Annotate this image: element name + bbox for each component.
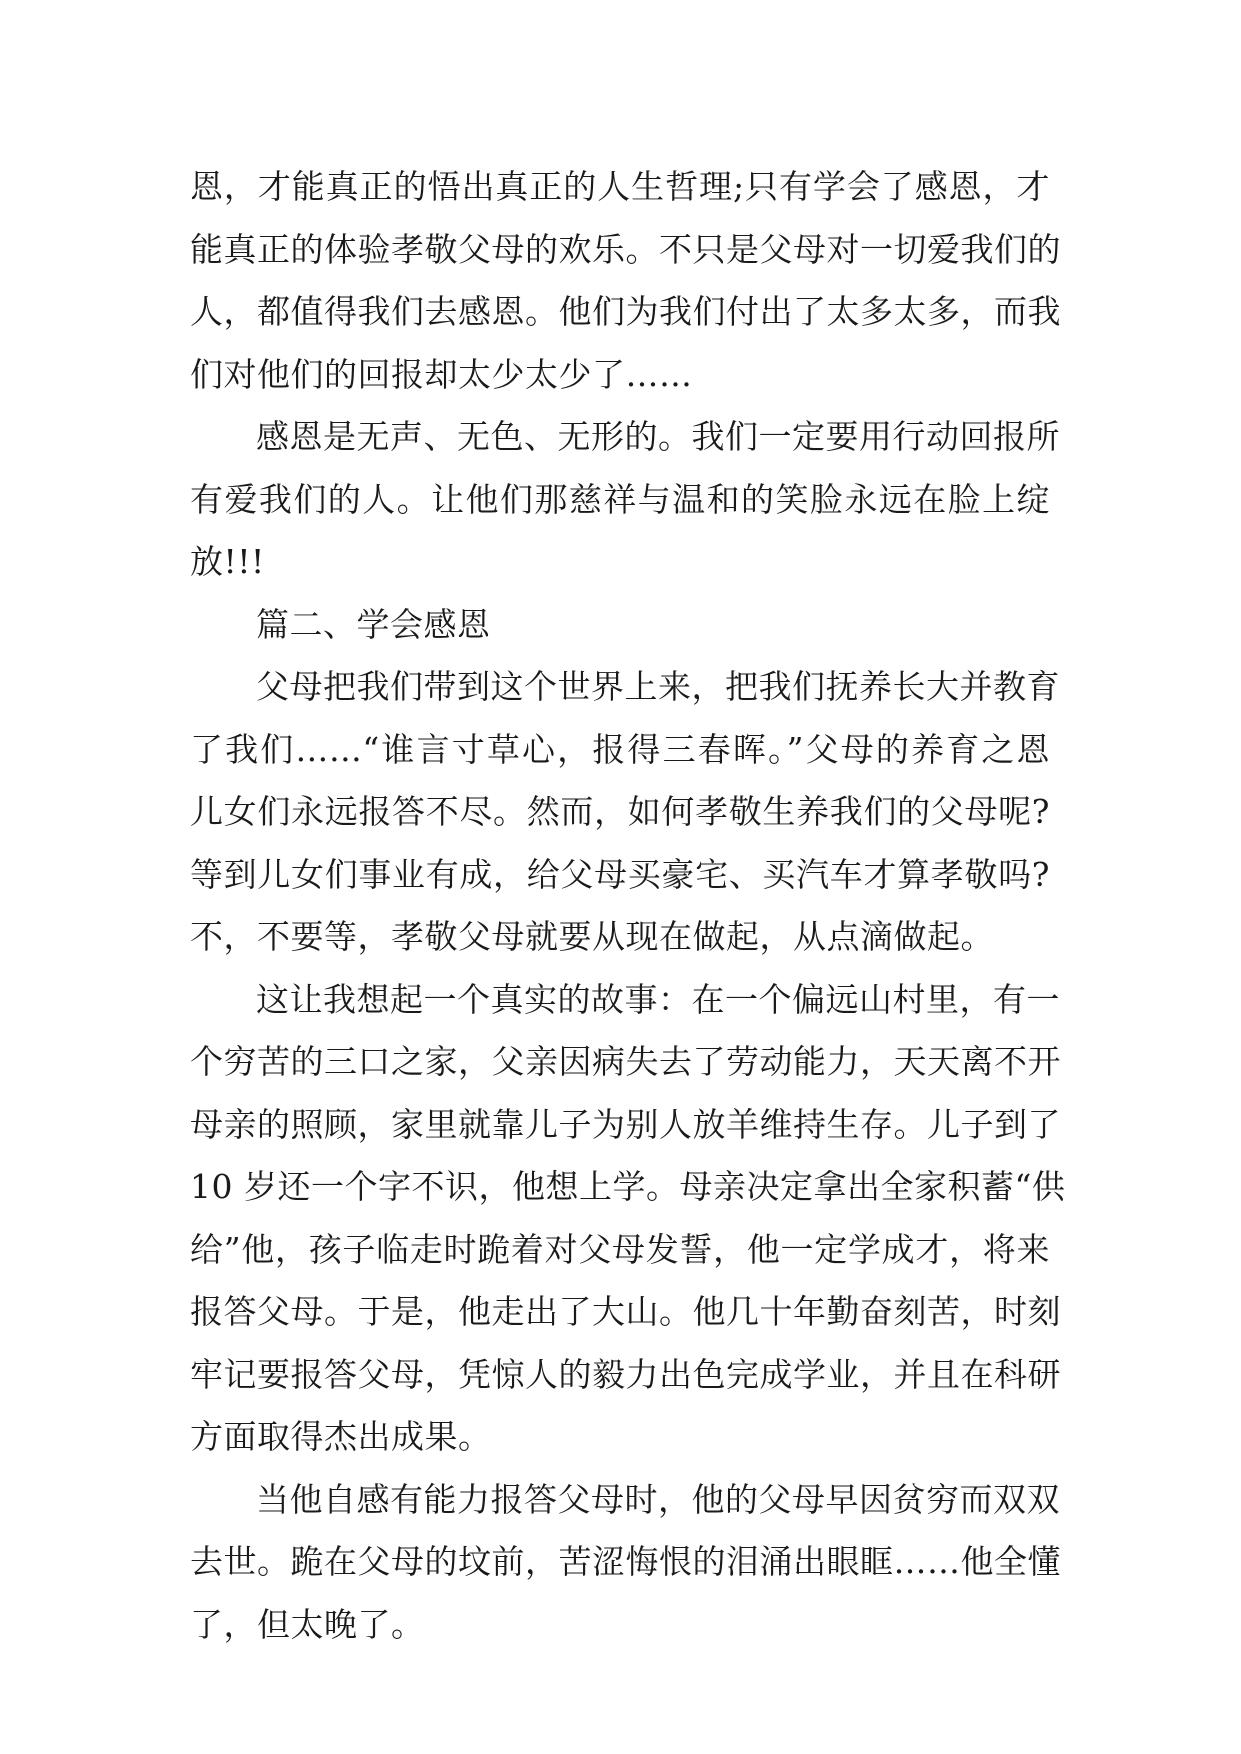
text-line: 10 岁还一个字不识，他想上学。母亲决定拿出全家积蓄“供 bbox=[190, 1167, 1066, 1206]
text-line: 不，不要等，孝敬父母就要从现在做起，从点滴做起。 bbox=[190, 917, 994, 956]
text-line: 当他自感有能力报答父母时，他的父母早因贫穷而双双 bbox=[256, 1479, 1060, 1519]
text-line: 了我们……“谁言寸草心，报得三春晖。”父母的养育之恩 bbox=[190, 729, 1050, 769]
text-line: 人，都值得我们去感恩。他们为我们付出了太多太多，而我 bbox=[190, 292, 1061, 331]
text-line: 去世。跪在父母的坟前，苦涩悔恨的泪涌出眼眶……他全懂 bbox=[190, 1542, 1061, 1581]
paragraph-1 bbox=[190, 156, 1061, 406]
text-line: 恩，才能真正的悟出真正的人生哲理;只有学会了感恩，才 bbox=[190, 167, 1050, 206]
text-line: 报答父母。于是，他走出了大山。他几十年勤奋刻苦，时刻 bbox=[190, 1292, 1061, 1331]
paragraph-2 bbox=[190, 406, 1060, 594]
paragraph-4 bbox=[190, 969, 1066, 1469]
text-line: 方面取得杰出成果。 bbox=[190, 1417, 492, 1456]
heading-text: 篇二、学会感恩 bbox=[256, 604, 491, 644]
text-line: 有爱我们的人。让他们那慈祥与温和的笑脸永远在脸上绽 bbox=[190, 479, 1050, 519]
text-line: 能真正的体验孝敬父母的欢乐。不只是父母对一切爱我们的 bbox=[190, 229, 1061, 269]
text-line: 这让我想起一个真实的故事：在一个偏远山村里，有一 bbox=[256, 979, 1060, 1019]
text-line: 等到儿女们事业有成，给父母买豪宅、买汽车才算孝敬吗? bbox=[190, 854, 1050, 894]
text-line: 父母把我们带到这个世界上来，把我们抚养长大并教育 bbox=[256, 667, 1060, 706]
text-line: 个穷苦的三口之家，父亲因病失去了劳动能力，天天离不开 bbox=[190, 1042, 1061, 1081]
paragraph-5 bbox=[190, 1469, 1061, 1657]
text-line: 给”他，孩子临走时跪着对父母发誓，他一定学成才，将来 bbox=[190, 1229, 1050, 1269]
document-body bbox=[190, 156, 1066, 1656]
paragraph-3 bbox=[190, 656, 1060, 969]
text-line: 感恩是无声、无色、无形的。我们一定要用行动回报所 bbox=[256, 417, 1060, 456]
text-line: 了，但太晚了。 bbox=[190, 1604, 425, 1644]
section-heading bbox=[190, 594, 1050, 657]
text-line: 儿女们永远报答不尽。然而，如何孝敬生养我们的父母呢? bbox=[190, 792, 1050, 831]
text-line: 放!!! bbox=[190, 542, 265, 581]
text-line: 牢记要报答父母，凭惊人的毅力出色完成学业，并且在科研 bbox=[190, 1354, 1061, 1394]
text-line: 们对他们的回报却太少太少了…… bbox=[190, 354, 693, 394]
text-line: 母亲的照顾，家里就靠儿子为别人放羊维持生存。儿子到了 bbox=[190, 1104, 1061, 1144]
